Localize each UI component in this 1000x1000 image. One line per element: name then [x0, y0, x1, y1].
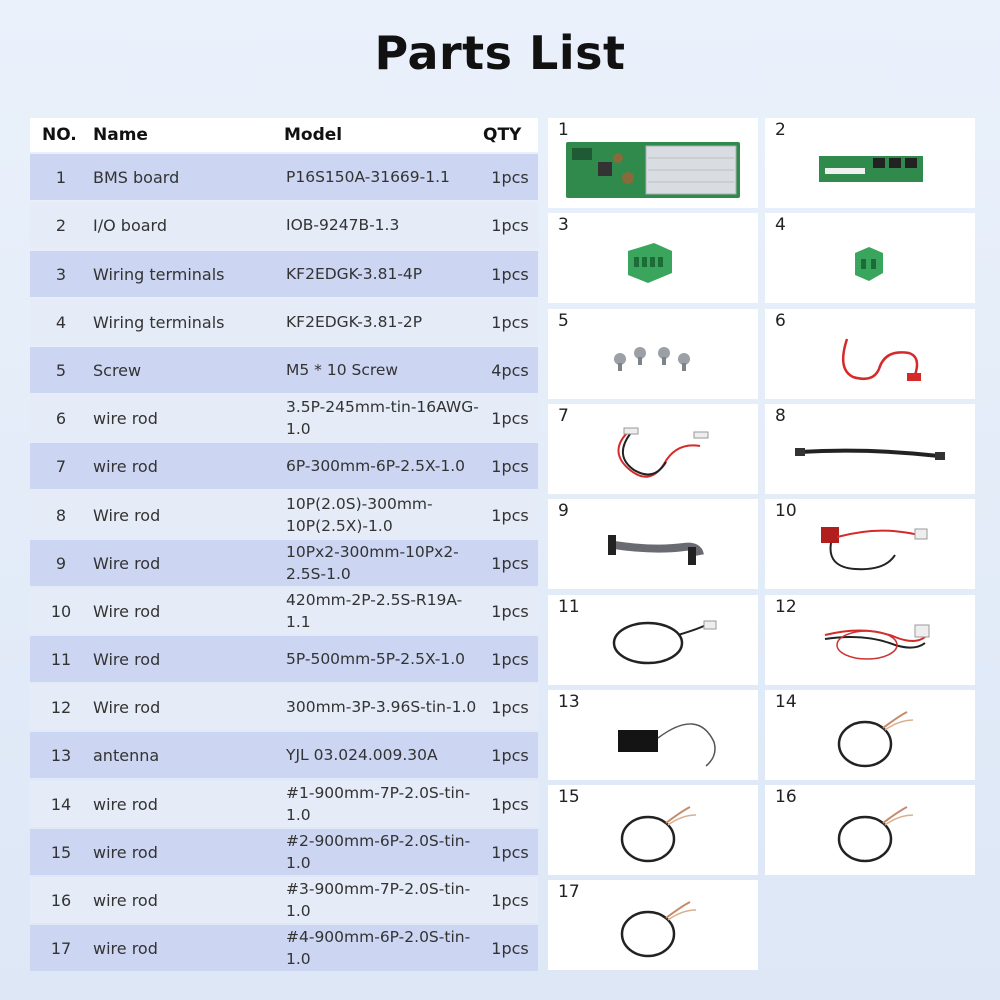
row-name: I/O board — [93, 216, 167, 236]
table-row — [30, 588, 538, 634]
row-name: BMS board — [93, 168, 180, 188]
row-name: wire rod — [93, 457, 158, 477]
row-number: 3 — [55, 264, 67, 284]
row-number: 13 — [50, 746, 72, 766]
row-model: #1-900mm-7P-2.0S-tin-1.0 — [286, 783, 471, 824]
part-image-number: 8 — [775, 405, 786, 426]
table-row — [30, 732, 538, 778]
row-name: Wire rod — [93, 553, 161, 573]
row-qty: 4pcs — [491, 360, 529, 380]
row-name: wire rod — [93, 409, 158, 429]
part-image-card — [548, 499, 758, 589]
table-row — [30, 925, 538, 971]
row-number: 7 — [55, 457, 67, 477]
table-row — [30, 154, 538, 200]
part-image-card — [765, 309, 975, 399]
part-image-number: 1 — [558, 120, 569, 140]
table-row — [30, 781, 538, 827]
row-qty: 1pcs — [491, 601, 529, 621]
part-image-card — [548, 309, 758, 399]
row-model: 10Px2-300mm-10Px2-2.5S-1.0 — [286, 542, 459, 583]
row-name: Screw — [93, 360, 142, 380]
row-model: KF2EDGK-3.81-4P — [286, 264, 423, 283]
terminal-2p-icon — [765, 213, 975, 303]
row-number: 5 — [55, 360, 67, 380]
row-number: 17 — [50, 939, 72, 959]
part-image-card — [765, 499, 975, 589]
row-number: 1 — [55, 168, 67, 188]
part-image-card — [765, 118, 975, 208]
part-image-number: 4 — [775, 215, 786, 236]
table-row — [30, 877, 538, 923]
row-number: 9 — [55, 553, 67, 573]
part-image-number: 12 — [775, 596, 797, 617]
row-model: 300mm-3P-3.96S-tin-1.0 — [286, 698, 477, 717]
part-image-card — [548, 595, 758, 685]
terminal-4p-icon — [548, 213, 758, 303]
table-row — [30, 829, 538, 875]
row-model: 3.5P-245mm-tin-16AWG-1.0 — [286, 398, 479, 439]
part-image-card — [548, 404, 758, 494]
row-qty: 1pcs — [491, 698, 529, 718]
row-qty: 1pcs — [491, 794, 529, 814]
part-image-number: 13 — [558, 691, 580, 712]
screws-icon — [548, 309, 758, 399]
row-name: Wire rod — [93, 650, 161, 670]
table-row — [30, 395, 538, 441]
bms-board-icon — [548, 118, 758, 208]
row-number: 2 — [55, 216, 67, 236]
header-name: Name — [93, 125, 148, 145]
part-image-card — [765, 690, 975, 780]
row-qty: 1pcs — [491, 168, 529, 188]
row-qty: 1pcs — [491, 264, 529, 284]
part-image-card — [765, 595, 975, 685]
table-row — [30, 492, 538, 538]
part-image-number: 5 — [558, 310, 569, 331]
row-qty: 1pcs — [491, 409, 529, 429]
page-title: Parts List — [374, 26, 626, 80]
black-cable-icon — [765, 404, 975, 494]
io-board-icon — [765, 118, 975, 208]
table-row — [30, 299, 538, 345]
row-number: 12 — [50, 698, 72, 718]
part-image-number: 3 — [558, 215, 569, 236]
row-number: 10 — [50, 601, 72, 621]
header-model: Model — [284, 125, 343, 145]
part-image-card — [548, 785, 758, 875]
row-name: Wire rod — [93, 505, 161, 525]
row-model: KF2EDGK-3.81-2P — [286, 312, 423, 331]
row-qty: 1pcs — [491, 553, 529, 573]
part-image-card — [548, 213, 758, 303]
row-model: 10P(2.0S)-300mm-10P(2.5X)-1.0 — [286, 494, 433, 535]
part-image-card — [765, 213, 975, 303]
row-model: P16S150A-31669-1.1 — [286, 168, 450, 187]
ribbon-cable-icon — [548, 499, 758, 589]
table-row — [30, 636, 538, 682]
row-number: 16 — [50, 891, 72, 910]
row-qty: 1pcs — [491, 939, 529, 959]
table-row — [30, 443, 538, 489]
table-body — [30, 154, 538, 971]
part-image-number: 6 — [775, 310, 786, 331]
row-number: 6 — [55, 409, 67, 429]
row-number: 4 — [55, 312, 67, 332]
row-name: Wiring terminals — [93, 264, 225, 284]
part-image-number: 14 — [775, 691, 797, 712]
wire-harness-icon — [548, 404, 758, 494]
row-model: 420mm-2P-2.5S-R19A-1.1 — [286, 590, 463, 631]
row-number: 8 — [55, 505, 67, 525]
part-image-card — [548, 690, 758, 780]
row-name: antenna — [93, 746, 160, 766]
row-model: 5P-500mm-5P-2.5X-1.0 — [286, 650, 466, 669]
part-image-number: 16 — [775, 787, 797, 808]
row-name: Wiring terminals — [93, 312, 225, 332]
part-image-number: 7 — [558, 405, 569, 426]
row-number: 11 — [50, 650, 72, 670]
row-model: IOB-9247B-1.3 — [286, 216, 400, 235]
row-name: Wire rod — [93, 601, 161, 621]
row-model: #2-900mm-6P-2.0S-tin-1.0 — [286, 831, 471, 872]
row-model: #3-900mm-7P-2.0S-tin-1.0 — [286, 880, 471, 920]
part-image-card — [765, 404, 975, 494]
table-row — [30, 202, 538, 248]
row-number: 15 — [50, 842, 72, 862]
row-qty: 1pcs — [491, 505, 529, 525]
row-name: wire rod — [93, 939, 158, 959]
row-qty: 1pcs — [491, 746, 529, 766]
row-qty: 1pcs — [491, 650, 529, 670]
row-qty: 1pcs — [491, 842, 529, 862]
part-image-number: 2 — [775, 120, 786, 140]
table-row — [30, 251, 538, 297]
table-header — [30, 118, 538, 152]
row-qty: 1pcs — [491, 891, 529, 910]
row-number: 14 — [50, 794, 72, 814]
row-qty: 1pcs — [491, 312, 529, 332]
row-name: wire rod — [93, 891, 158, 910]
part-image-number: 15 — [558, 787, 580, 808]
table-row — [30, 684, 538, 730]
row-name: wire rod — [93, 794, 158, 814]
row-name: wire rod — [93, 842, 158, 862]
header-no: NO. — [42, 125, 77, 145]
part-image-number: 11 — [558, 596, 580, 617]
part-image-number: 17 — [558, 882, 580, 903]
part-image-number: 9 — [558, 501, 569, 522]
parts-table — [30, 118, 538, 971]
red-wire-icon — [765, 309, 975, 399]
part-image-card — [548, 118, 758, 208]
table-row — [30, 540, 538, 586]
part-image-number: 10 — [775, 501, 797, 522]
part-image-card — [765, 785, 975, 875]
row-model: YJL 03.024.009.30A — [286, 746, 438, 765]
header-qty: QTY — [483, 125, 522, 145]
row-model: #4-900mm-6P-2.0S-tin-1.0 — [286, 928, 471, 969]
part-image-card — [548, 880, 758, 970]
row-model: M5 * 10 Screw — [286, 360, 399, 379]
row-qty: 1pcs — [491, 216, 529, 236]
row-name: Wire rod — [93, 698, 161, 718]
row-qty: 1pcs — [491, 457, 529, 477]
row-model: 6P-300mm-6P-2.5X-1.0 — [286, 457, 466, 476]
table-row — [30, 347, 538, 393]
